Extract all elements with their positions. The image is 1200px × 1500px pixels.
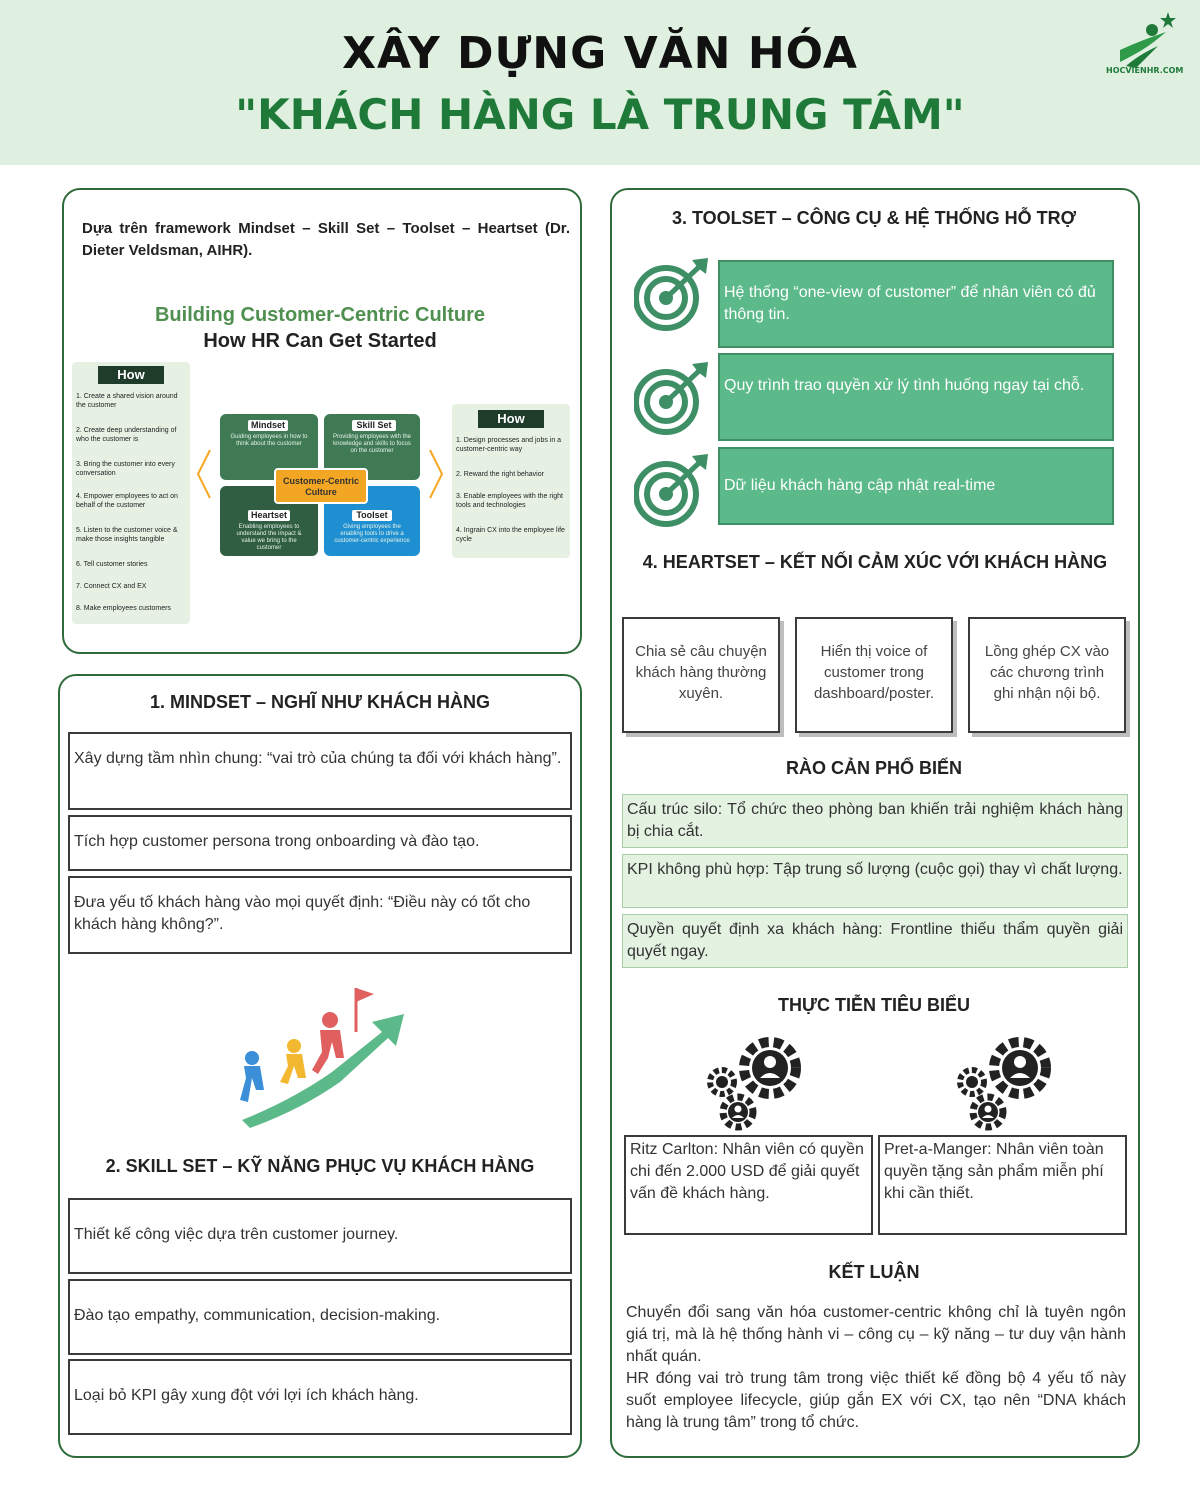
how-left-item: 1. Create a shared vision around the customer	[76, 393, 178, 409]
heartset-card: Hiển thị voice of customer trong dashboard/poster.	[795, 617, 953, 733]
quadrant-skillset: Skill Set Providing employees with the knowledge and skills to focus on the customer	[324, 414, 420, 480]
logo-text: HOCVIENHR.COM	[1106, 66, 1184, 75]
mindset-item: Xây dựng tầm nhìn chung: “vai trò của chúng ta đối với khách hàng”.	[68, 732, 572, 810]
how-right-item: 3. Enable employees with the right tools and technologies	[456, 493, 564, 509]
skillset-item: Thiết kế công việc dựa trên customer journey.	[68, 1198, 572, 1274]
page-title-line2: "KHÁCH HÀNG LÀ TRUNG TÂM"	[235, 90, 965, 139]
heartset-card: Chia sẻ câu chuyện khách hàng thường xuyên.	[622, 617, 780, 733]
quadrant-mindset: Mindset Guiding employees in how to think about the customer	[220, 414, 318, 480]
practice-item: Ritz Carlton: Nhân viên có quyền chi đến 2.000 USD để giải quyết vấn đề khách hàng.	[624, 1135, 873, 1235]
how-left-box	[72, 362, 190, 624]
how-right-item: 2. Reward the right behavior	[456, 471, 544, 478]
barrier-item: KPI không phù hợp: Tập trung số lượng (cuộc gọi) thay vì chất lượng.	[622, 854, 1128, 908]
chevron-right-icon	[428, 448, 444, 500]
conclusion-title: KẾT LUẬN	[828, 1262, 920, 1282]
toolset-title: 3. TOOLSET – CÔNG CỤ & HỆ THỐNG HỖ TRỢ	[671, 208, 1077, 228]
how-right-item: 1. Design processes and jobs in a customer-centric way	[456, 437, 562, 453]
how-left-item: 2. Create deep understanding of who the customer is	[76, 427, 177, 443]
target-arrow-icon	[634, 452, 712, 530]
barriers-title: RÀO CẢN PHỔ BIẾN	[785, 758, 962, 778]
page-title-line1: XÂY DỰNG VĂN HÓA	[342, 28, 858, 79]
conclusion-text	[626, 1302, 1126, 1434]
skillset-item: Loại bỏ KPI gây xung đột với lợi ích khách hàng.	[68, 1359, 572, 1435]
growth-people-arrow-icon	[232, 980, 412, 1130]
gears-people-icon	[702, 1034, 806, 1132]
how-left-item: 3. Bring the customer into every conversation	[76, 461, 175, 477]
customer-centric-center: Customer-Centric Culture	[274, 468, 368, 504]
how-left-item: 8. Make employees customers	[76, 605, 171, 612]
toolset-item: Dữ liệu khách hàng cập nhật real-time	[718, 447, 1114, 525]
mindset-item: Đưa yếu tố khách hàng vào mọi quyết định: “Điều này có tốt cho khách hàng không?”.	[68, 876, 572, 954]
header-banner	[0, 0, 1200, 165]
chevron-left-icon	[196, 448, 212, 500]
conclusion-paragraph: Chuyển đổi sang văn hóa customer-centric không chỉ là tuyên ngôn giá trị, mà là hệ thống hành vi – công cụ – kỹ năng – tư duy vận hành nhất quán.	[626, 1304, 1126, 1365]
how-left-item: 7. Connect CX and EX	[76, 583, 147, 590]
framework-image-subtitle: How HR Can Get Started	[203, 330, 437, 352]
practices-title: THỰC TIỄN TIÊU BIỂU	[778, 995, 970, 1015]
how-right-item: 4. Ingrain CX into the employee life cycle	[456, 527, 565, 543]
how-left-item: 4. Empower employees to act on behalf of the customer	[76, 493, 178, 509]
quadrant-heartset: Heartset Enabling employees to understand the impact & value we bring to the customer	[220, 486, 318, 556]
toolset-item: Hệ thống “one-view of customer” để nhân viên có đủ thông tin.	[718, 260, 1114, 348]
barrier-item: Cấu trúc silo: Tổ chức theo phòng ban khiến trải nghiệm khách hàng bị chia cắt.	[622, 794, 1128, 848]
conclusion-paragraph: HR đóng vai trò trung tâm trong việc thiết kế đồng bộ 4 yếu tố này suốt employee lifecycle, giúp gắn EX với CX, tạo nên “DNA khách hàng là trung tâm” trong tổ chức.	[626, 1370, 1126, 1431]
toolset-item: Quy trình trao quyền xử lý tình huống ngay tại chỗ.	[718, 353, 1114, 441]
how-right-label: How	[478, 410, 544, 428]
heartset-card: Lồng ghép CX vào các chương trình ghi nhận nội bộ.	[968, 617, 1126, 733]
skillset-title: 2. SKILL SET – KỸ NĂNG PHỤC VỤ KHÁCH HÀNG	[105, 1156, 535, 1176]
how-left-item: 5. Listen to the customer voice & make those insights tangible	[76, 527, 178, 543]
skillset-item: Đào tạo empathy, communication, decision-making.	[68, 1279, 572, 1355]
heartset-title: 4. HEARTSET – KẾT NỐI CẢM XÚC VỚI KHÁCH HÀNG	[642, 552, 1108, 572]
mindset-item: Tích hợp customer persona trong onboarding và đào tạo.	[68, 815, 572, 871]
target-arrow-icon	[634, 360, 712, 438]
quadrant-toolset: Toolset Giving employees the enabling tools to drive a customer-centric experience	[324, 486, 420, 556]
how-left-label: How	[98, 366, 164, 384]
how-right-box	[452, 404, 570, 558]
gears-people-icon	[952, 1034, 1056, 1132]
practice-item: Pret-a-Manger: Nhân viên toàn quyền tặng sản phẩm miễn phí khi cần thiết.	[878, 1135, 1127, 1235]
intro-text: Dựa trên framework Mindset – Skill Set – Toolset – Heartset (Dr. Dieter Veldsman, AIHR).	[82, 220, 570, 259]
barrier-item: Quyền quyết định xa khách hàng: Frontline thiếu thẩm quyền giải quyết ngay.	[622, 914, 1128, 968]
target-arrow-icon	[634, 256, 712, 334]
framework-image-title: Building Customer-Centric Culture	[154, 304, 485, 326]
how-left-item: 6. Tell customer stories	[76, 561, 148, 568]
mindset-title: 1. MINDSET – NGHĨ NHƯ KHÁCH HÀNG	[150, 692, 490, 712]
